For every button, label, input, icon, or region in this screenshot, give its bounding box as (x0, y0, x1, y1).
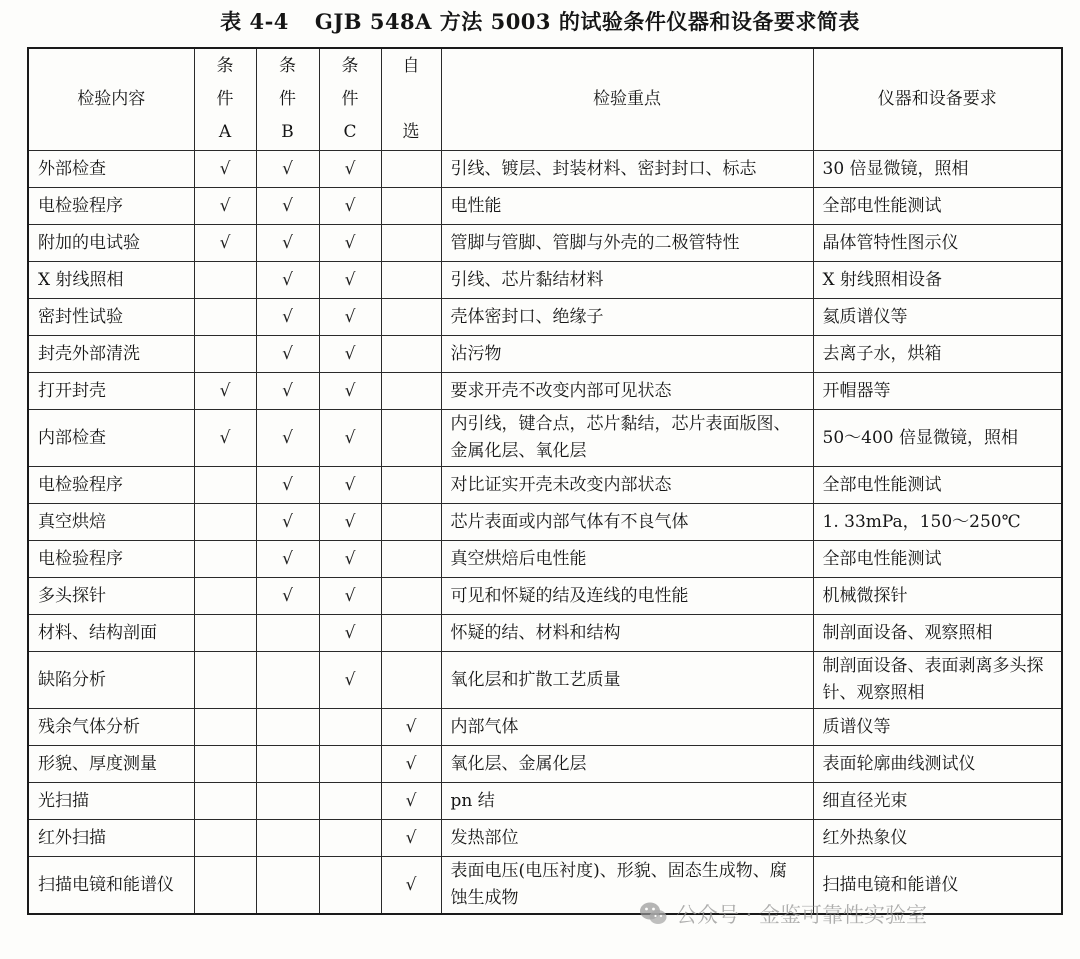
cell-optional (381, 467, 441, 504)
cell-optional (381, 578, 441, 615)
cell-condition-b: √ (256, 262, 319, 299)
table-row (28, 336, 1062, 373)
cell-item: 附加的电试验 (28, 225, 194, 262)
cell-equipment: X 射线照相设备 (813, 262, 1062, 299)
header-optional-spacer (403, 83, 420, 116)
cell-focus: 氧化层、金属化层 (441, 746, 813, 783)
table-row (28, 373, 1062, 410)
cell-equipment: 质谱仪等 (813, 709, 1062, 746)
cell-item: 多头探针 (28, 578, 194, 615)
test-conditions-table (27, 47, 1063, 915)
header-condition-c-char: C (343, 122, 357, 142)
cell-optional (381, 410, 441, 467)
cell-condition-a (194, 709, 256, 746)
cell-condition-a: √ (194, 188, 256, 225)
cell-condition-a (194, 746, 256, 783)
table-row (28, 467, 1062, 504)
cell-optional (381, 615, 441, 652)
cell-focus: 引线、芯片黏结材料 (441, 262, 813, 299)
cell-focus: 引线、镀层、封装材料、密封封口、标志 (441, 151, 813, 188)
header-item: 检验内容 (28, 48, 194, 151)
table-row (28, 857, 1062, 915)
table-row (28, 225, 1062, 262)
cell-condition-b: √ (256, 373, 319, 410)
cell-condition-c: √ (319, 652, 381, 709)
cell-equipment: 全部电性能测试 (813, 188, 1062, 225)
cell-condition-c: √ (319, 299, 381, 336)
cell-condition-b: √ (256, 225, 319, 262)
cell-item: 真空烘焙 (28, 504, 194, 541)
table-title: GJB 548A 方法 5003 的试验条件仪器和设备要求简表 (314, 9, 860, 34)
cell-item: 打开封壳 (28, 373, 194, 410)
table-row (28, 541, 1062, 578)
cell-condition-b (256, 783, 319, 820)
cell-condition-c: √ (319, 410, 381, 467)
cell-condition-c: √ (319, 541, 381, 578)
table-row (28, 504, 1062, 541)
cell-optional: √ (381, 820, 441, 857)
table-row (28, 410, 1062, 467)
cell-optional (381, 652, 441, 709)
header-optional-char: 自 (402, 56, 420, 76)
table-row (28, 820, 1062, 857)
cell-condition-a (194, 857, 256, 915)
watermark-text: 公众号 · 金鉴可靠性实验室 (676, 903, 928, 927)
table-row (28, 615, 1062, 652)
cell-condition-a (194, 467, 256, 504)
cell-condition-b: √ (256, 578, 319, 615)
cell-focus: 内部气体 (441, 709, 813, 746)
cell-condition-c: √ (319, 225, 381, 262)
table-row (28, 262, 1062, 299)
cell-condition-b: √ (256, 299, 319, 336)
cell-optional: √ (381, 783, 441, 820)
cell-focus: 真空烘焙后电性能 (441, 541, 813, 578)
cell-condition-a (194, 299, 256, 336)
cell-focus: 要求开壳不改变内部可见状态 (441, 373, 813, 410)
table-row (28, 151, 1062, 188)
cell-item: 缺陷分析 (28, 652, 194, 709)
cell-optional (381, 225, 441, 262)
header-condition-b-char: B (281, 122, 294, 142)
cell-optional (381, 151, 441, 188)
cell-focus: 沾污物 (441, 336, 813, 373)
cell-equipment: 制剖面设备、观察照相 (813, 615, 1062, 652)
cell-condition-a: √ (194, 373, 256, 410)
table-row (28, 746, 1062, 783)
table-row (28, 783, 1062, 820)
cell-condition-a: √ (194, 151, 256, 188)
table-row (28, 299, 1062, 336)
cell-item: 电检验程序 (28, 467, 194, 504)
cell-condition-b (256, 857, 319, 915)
cell-condition-b (256, 820, 319, 857)
header-condition-c (319, 48, 381, 151)
header-condition-c-char: 条 (341, 56, 359, 76)
cell-condition-a (194, 783, 256, 820)
cell-focus: 表面电压(电压衬度)、形貌、固态生成物、腐蚀生成物 (441, 857, 813, 915)
cell-optional: √ (381, 709, 441, 746)
cell-condition-a: √ (194, 410, 256, 467)
cell-equipment: 氦质谱仪等 (813, 299, 1062, 336)
cell-condition-c: √ (319, 504, 381, 541)
cell-equipment: 表面轮廓曲线测试仪 (813, 746, 1062, 783)
cell-condition-a (194, 262, 256, 299)
cell-focus: 芯片表面或内部气体有不良气体 (441, 504, 813, 541)
cell-focus: 怀疑的结、材料和结构 (441, 615, 813, 652)
table-number: 表 4-4 (220, 9, 289, 34)
cell-condition-c: √ (319, 467, 381, 504)
cell-optional (381, 373, 441, 410)
cell-condition-c (319, 746, 381, 783)
header-condition-b-char: 条 (279, 56, 296, 76)
cell-condition-a (194, 820, 256, 857)
cell-optional (381, 541, 441, 578)
cell-equipment: 红外热象仪 (813, 820, 1062, 857)
cell-condition-b: √ (256, 541, 319, 578)
table-row (28, 578, 1062, 615)
cell-condition-b (256, 746, 319, 783)
cell-condition-c: √ (319, 373, 381, 410)
cell-equipment: 全部电性能测试 (813, 467, 1062, 504)
cell-item: 电检验程序 (28, 188, 194, 225)
cell-item: 材料、结构剖面 (28, 615, 194, 652)
header-condition-a-char: 条 (216, 56, 234, 76)
cell-item: X 射线照相 (28, 262, 194, 299)
cell-equipment: 晶体管特性图示仪 (813, 225, 1062, 262)
cell-item: 内部检查 (28, 410, 194, 467)
cell-optional (381, 262, 441, 299)
cell-equipment: 细直径光束 (813, 783, 1062, 820)
table-header-row (28, 48, 1062, 151)
cell-equipment: 30 倍显微镜，照相 (813, 151, 1062, 188)
cell-condition-b: √ (256, 410, 319, 467)
cell-item: 残余气体分析 (28, 709, 194, 746)
cell-condition-a (194, 578, 256, 615)
cell-condition-c: √ (319, 578, 381, 615)
cell-focus: pn 结 (441, 783, 813, 820)
cell-condition-c: √ (319, 262, 381, 299)
cell-condition-c (319, 783, 381, 820)
cell-condition-b (256, 709, 319, 746)
cell-item: 电检验程序 (28, 541, 194, 578)
cell-condition-b: √ (256, 188, 319, 225)
cell-focus: 对比证实开壳未改变内部状态 (441, 467, 813, 504)
cell-item: 封壳外部清洗 (28, 336, 194, 373)
cell-equipment: 去离子水，烘箱 (813, 336, 1062, 373)
cell-equipment: 扫描电镜和能谱仪 (813, 857, 1062, 915)
cell-item: 扫描电镜和能谱仪 (28, 857, 194, 915)
cell-condition-b (256, 615, 319, 652)
cell-condition-b: √ (256, 151, 319, 188)
cell-item: 外部检查 (28, 151, 194, 188)
table-caption (0, 6, 1080, 38)
cell-equipment: 开帽器等 (813, 373, 1062, 410)
header-condition-a-char: A (218, 122, 232, 142)
cell-condition-c: √ (319, 151, 381, 188)
cell-condition-a (194, 504, 256, 541)
header-condition-b (256, 48, 319, 151)
cell-equipment: 机械微探针 (813, 578, 1062, 615)
cell-condition-c: √ (319, 336, 381, 373)
cell-condition-b: √ (256, 336, 319, 373)
header-focus: 检验重点 (441, 48, 813, 151)
cell-optional (381, 336, 441, 373)
cell-equipment: 1. 33mPa，150～250℃ (813, 504, 1062, 541)
cell-condition-c (319, 709, 381, 746)
cell-condition-c: √ (319, 188, 381, 225)
cell-equipment: 全部电性能测试 (813, 541, 1062, 578)
cell-focus: 内引线，键合点，芯片黏结，芯片表面版图、金属化层、氧化层 (441, 410, 813, 467)
header-condition-c-char: 件 (341, 89, 359, 109)
cell-optional (381, 188, 441, 225)
cell-focus: 管脚与管脚、管脚与外壳的二极管特性 (441, 225, 813, 262)
table-row (28, 188, 1062, 225)
table-row (28, 652, 1062, 709)
cell-optional (381, 504, 441, 541)
header-condition-a-char: 件 (216, 89, 234, 109)
cell-condition-b: √ (256, 504, 319, 541)
header-condition-b-char: 件 (279, 89, 296, 109)
cell-condition-a (194, 336, 256, 373)
header-condition-a (194, 48, 256, 151)
cell-condition-b: √ (256, 467, 319, 504)
cell-equipment: 50～400 倍显微镜，照相 (813, 410, 1062, 467)
cell-item: 光扫描 (28, 783, 194, 820)
cell-equipment: 制剖面设备、表面剥离多头探针、观察照相 (813, 652, 1062, 709)
table-row (28, 709, 1062, 746)
cell-condition-c (319, 820, 381, 857)
cell-item: 红外扫描 (28, 820, 194, 857)
cell-focus: 电性能 (441, 188, 813, 225)
cell-item: 形貌、厚度测量 (28, 746, 194, 783)
header-equipment: 仪器和设备要求 (813, 48, 1062, 151)
cell-condition-a (194, 652, 256, 709)
cell-focus: 氧化层和扩散工艺质量 (441, 652, 813, 709)
cell-condition-a: √ (194, 225, 256, 262)
cell-focus: 发热部位 (441, 820, 813, 857)
cell-condition-a (194, 541, 256, 578)
cell-focus: 壳体密封口、绝缘子 (441, 299, 813, 336)
cell-optional (381, 299, 441, 336)
cell-condition-b (256, 652, 319, 709)
header-optional-char: 选 (402, 122, 420, 142)
cell-item: 密封性试验 (28, 299, 194, 336)
cell-condition-c (319, 857, 381, 915)
cell-optional: √ (381, 857, 441, 915)
cell-focus: 可见和怀疑的结及连线的电性能 (441, 578, 813, 615)
header-optional (381, 48, 441, 151)
cell-optional: √ (381, 746, 441, 783)
cell-condition-c: √ (319, 615, 381, 652)
cell-condition-a (194, 615, 256, 652)
